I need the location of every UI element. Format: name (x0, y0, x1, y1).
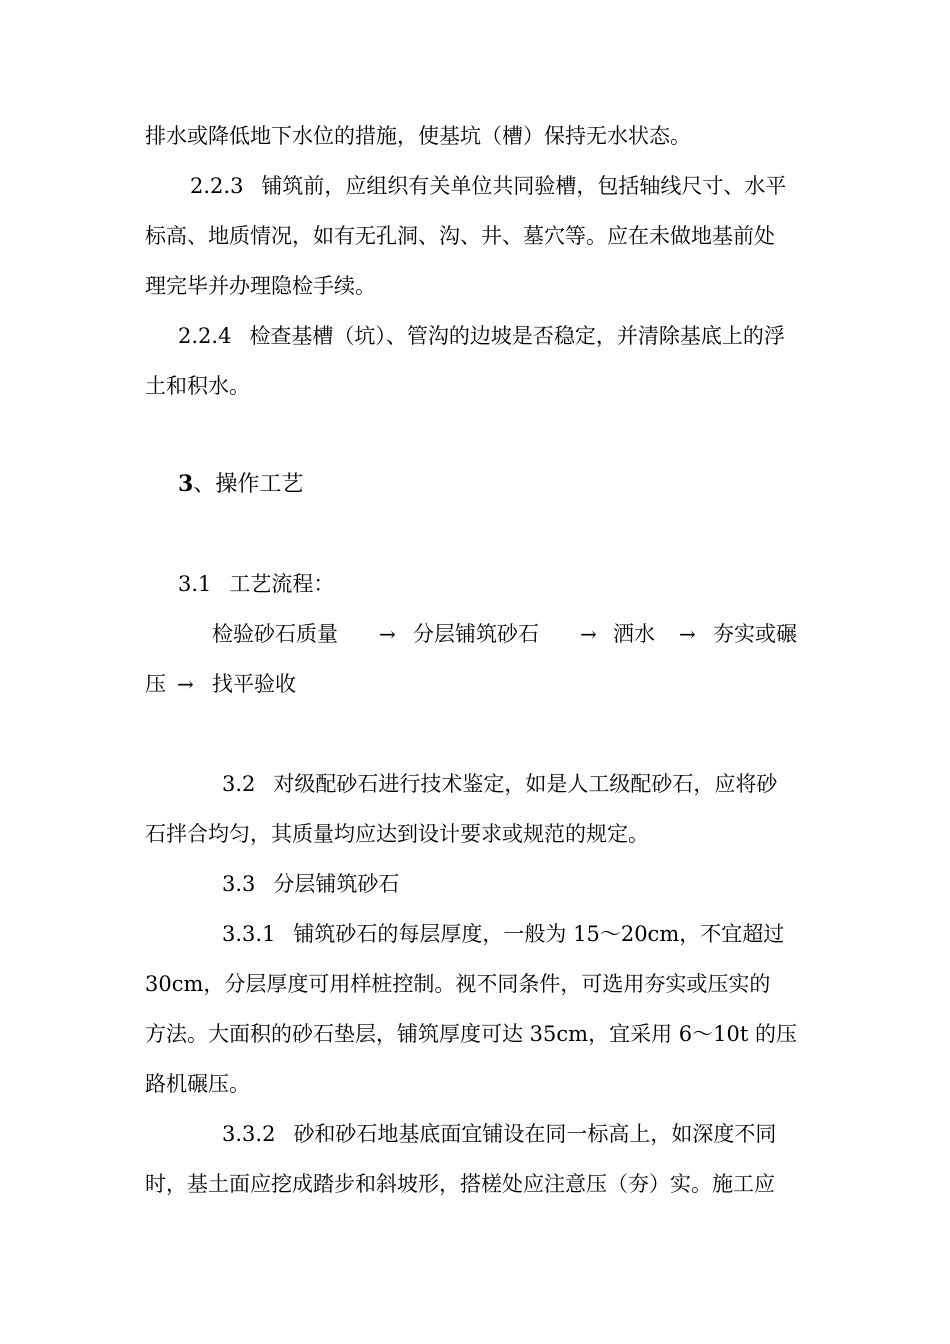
arrow-icon: → (379, 622, 396, 646)
clause-number: 3.3.2 (222, 1122, 276, 1146)
clause-number: 3.3.1 (222, 922, 276, 946)
clause-number: 3.3 (222, 872, 256, 896)
flow-step-4: 夯实或碾 (713, 622, 797, 646)
paragraph-line: 石拌合均匀，其质量均应达到设计要求或规范的规定。 (145, 822, 649, 846)
paragraph-line: 土和积水。 (145, 374, 250, 398)
flow-step-4-cont: 压 (145, 672, 166, 696)
section-title: 、操作工艺 (193, 472, 304, 497)
clause-text: 检查基槽（坑）、管沟的边坡是否稳定，并清除基底上的浮 (249, 324, 785, 348)
paragraph-line: 排水或降低地下水位的措施，使基坑（槽）保持无水状态。 (145, 124, 691, 148)
paragraph-line: 标高、地质情况，如有无孔洞、沟、井、墓穴等。应在未做地基前处 (145, 224, 775, 248)
subsection-3-3-1-line-1 (222, 919, 807, 949)
paragraph-line: 理完毕并办理隐检手续。 (145, 274, 376, 298)
clause-number: 2.2.4 (178, 324, 232, 348)
clause-number: 3.1 (178, 572, 212, 596)
paragraph-2-2-4-line-1 (178, 321, 807, 351)
arrow-icon: → (580, 622, 597, 646)
flow-step-2: 分层铺筑砂石 (413, 622, 539, 646)
subsection-3-3-heading (222, 869, 807, 899)
paragraph-line: 路机碾压。 (145, 1072, 250, 1096)
paragraph-line: 时，基土面应挖成踏步和斜坡形，搭槎处应注意压（夯）实。施工应 (145, 1172, 775, 1196)
subsection-3-1-heading (178, 569, 807, 599)
clause-text: 砂和砂石地基底面宜铺设在同一标高上，如深度不同 (293, 1122, 777, 1146)
arrow-icon: → (679, 622, 696, 646)
clause-text: 对级配砂石进行技术鉴定，如是人工级配砂石，应将砂 (273, 772, 778, 796)
clause-text: 铺筑砂石的每层厚度，一般为 15～20cm，不宜超过 (293, 922, 785, 946)
flow-step-1: 检验砂石质量 (212, 622, 338, 646)
paragraph-2-2-3-line-1 (190, 171, 807, 201)
clause-text: 分层铺筑砂石 (273, 872, 400, 896)
section-number: 3 (178, 471, 194, 497)
paragraph-line: 方法。大面积的砂石垫层，铺筑厚度可达 35cm，宜采用 6～10t 的压 (145, 1022, 797, 1046)
clause-number: 3.2 (222, 772, 256, 796)
flow-step-3: 洒水 (613, 622, 655, 646)
subsection-3-2-line-1 (222, 769, 807, 799)
subsection-3-3-2-line-1 (222, 1119, 807, 1149)
clause-text: 铺筑前，应组织有关单位共同验槽，包括轴线尺寸、水平 (261, 174, 787, 198)
clause-text: 工艺流程： (229, 572, 335, 596)
section-heading (178, 469, 303, 500)
clause-number: 2.2.3 (190, 174, 244, 198)
flow-step-5: 找平验收 (212, 672, 296, 696)
arrow-icon: → (177, 672, 194, 696)
paragraph-line: 30cm，分层厚度可用样桩控制。视不同条件，可选用夯实或压实的 (145, 972, 771, 996)
